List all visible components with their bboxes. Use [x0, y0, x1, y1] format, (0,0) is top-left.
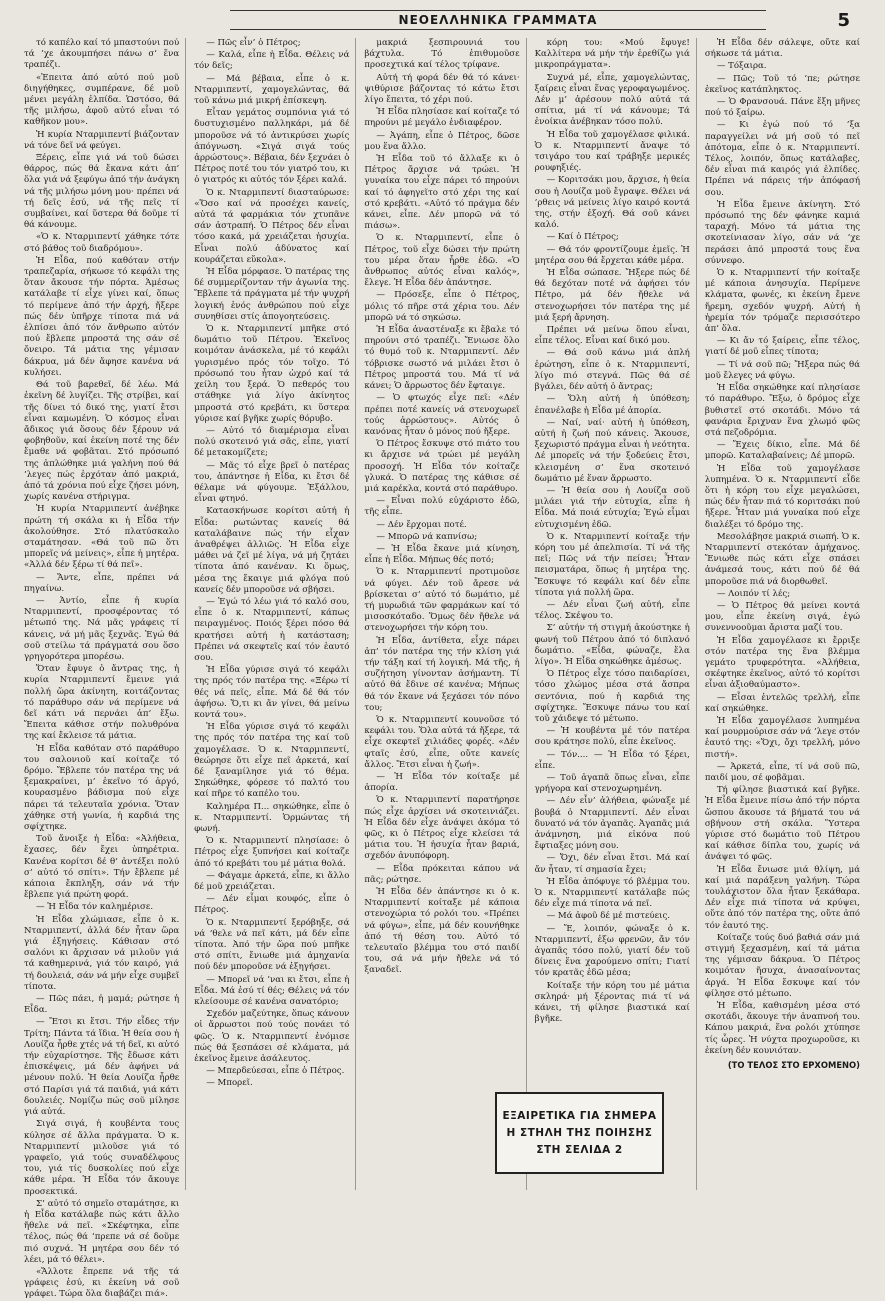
article-paragraph: — Κι ἐγώ πού τό ’ξα παραγγείλει νά μή σοῦ τό πεῖ ἀπότομα, εἶπε ὁ κ. Νταρμιπεντί. Τέλος, λοιπόν, ὅπως κατάλαβες, δέν εἶναι πιά καιρός γιά ἐλπίδες. Πρέπει νά πάρεις τήν ἀπόφασή σου. [704, 120, 861, 198]
article-paragraph: — Ὁ Φρανσουά. Πάνε ἕξη μῆνες πού τό ξαίρω. [704, 97, 861, 119]
article-paragraph: — Κοριτσάκι μου, ἄρχισε, ἡ θεία σου ἡ Λουίζα μοῦ ἔγραψε. Θέλει νά ’ρθεις νά μείνεις λίγο καιρό κοντά της, στήν ἐξοχή. Θά σοῦ κάνει καλό. [534, 175, 690, 231]
article-paragraph: — Τόν.... — Ἡ Εἶδα τό ξέρει, εἶπε. [534, 749, 690, 771]
article-paragraph: Ξέρεις, εἶπε γιά νά τοῦ δώσει θάρρος, πώς θά ἔκανα κάτι ἀπ’ ὅλα γιά νά ξεφύγω ἀπό τήν ἀνάγκη νά τῆς μιλήσω μόνη μου· πρέπει νά τή δεῖς ἐσύ, νά τῆς πεῖς τί συμβαίνει, καί ὕστερα θά δοῦμε τί θά κάνουμε. [24, 153, 180, 231]
page-header [70, 6, 850, 34]
article-paragraph: — Μά ἀφοῦ δέ μέ πιστεύεις. [546, 911, 671, 922]
article-paragraph: Ἡ Εἶδα, πού καθόταν στήν τραπεζαρία, σήκωσε τό κεφάλι της ὅταν ἄκουσε τήν πόρτα. Ἀμέσως κατάλαβε τί εἶχε γίνει καί, ὅπως τό περίμενε ἀπό τήν ἀρχή, ἤξερε πώς δέν ὑπῆρχε τίποτα πιά νά ἐλπίσει ἀπό τόν ἄνθρωπο αὐτόν πού ἔβλεπε μπροστά της σάν σέ ὄνειρο. Τά μάτια της γέμισαν δάκρυα, μά δέν ἄφησε κανένα νά κυλήσει. [24, 255, 180, 378]
article-paragraph: Ἡ Εἶδα χλώμιασε, εἶπε ὁ κ. Νταρμιπεντί, ἀλλά δέν ἦταν ὥρα γιά ἐξηγήσεις. Κάθισαν στό σαλόνι κι ἄρχισαν νά μιλοῦν γιά τά καθημερινά, γιά τόν καιρό, γιά τή δουλειά, σάν νά μήν εἶχε συμβεῖ τίποτα. [24, 914, 180, 992]
article-paragraph: Ὁ κ. Νταρμιπεντί διασταύρωσε: «Ὅσο καί νά προσέχει κανείς, αὐτά τά φαρμάκια τόν χτυπᾶνε σάν ἀστραπή. Ὁ Πέτρος δέν εἶναι τόσο κακά, μά χρειάζεται ἡσυχία. Εἶναι πολύ ἀδύνατος καί κουράζεται εὔκολα». [194, 187, 350, 265]
newspaper-title: ΝΕΟΕΛΛΗΝΙΚΑ ΓΡΑΜΜΑΤΑ [230, 10, 766, 30]
article-paragraph: — Ναί, ναί· αὐτή ἡ ὑπόθεση, αὐτή ἡ ζωή πού κάνεις. Ἄκουσε, ξεχωριστό πράγμα εἶναι ἡ νεότητα. Δέ μπορεῖς νά τήν ξοδεύεις ἔτσι, κλεισμένη σ’ ἕνα σκοτεινό δωμάτιο μέ ἕναν ἄρρωστο. [534, 417, 690, 484]
article-paragraph: — Δέν εἶμαι κουφός, εἶπε ὁ Πέτρος. [194, 894, 350, 916]
article-paragraph: Τή φίλησε βιαστικά καί βγῆκε. Ἡ Εἶδα ἔμεινε πίσω ἀπό τήν πόρτα ὥσπου ἄκουσε τά βήματά του νά σβήνουν στή σκάλα. Ὕστερα γύρισε στό δωμάτιο τοῦ Πέτρου καί κάθισε δίπλα του, χωρίς νά ἀνάψει τό φῶς. [704, 785, 861, 863]
article-paragraph: — Πῶς εἶν’ ὁ Πέτρος; [206, 38, 301, 48]
article-paragraph: — Ὅλη αὐτή ἡ ὑπόθεση; ἐπανέλαβε ἡ Εἶδα μέ ἀπορία. [534, 394, 690, 416]
article-paragraph: Ἡ Εἶδα μόρφασε. Ὁ πατέρας της δέ συμμερίζονταν τήν ἀγωνία της. Ἔβλεπε τά πράγματα μέ τήν ψυχρή λογική ἑνός ἀνθρώπου πού εἶχε συνηθίσει στίς ἀπογοητεύσεις. [194, 267, 350, 322]
article-paragraph: — Ἔχεις δίκιο, εἶπε. Μά δέ μπορῶ. Καταλαβαίνεις; Δέ μπορῶ. [704, 440, 861, 462]
article-paragraph: «Ἐπειτα ἀπό αὐτό πού μοῦ διηγήθηκες, συμπέρανε, δέ μοῦ μένει μεγάλη ἐλπίδα. Ὡστόσο, θά τῆς μιλήσω, ἀφοῦ αὐτό εἶναι τό καθῆκον μου». [24, 72, 180, 128]
article-paragraph: — Μπορῶ νά καπνίσω; [376, 531, 478, 542]
article-paragraph: — Μπορεῖ νά ’ναι κι ἔτσι, εἶπε ἡ Εἶδα. Μά ἐσύ τί θές; Θέλεις νά τόν κλείσουμε σέ κανένα σανατόριο; [194, 974, 350, 1008]
article-paragraph: — Μπορεῖ. [206, 1078, 253, 1089]
article-paragraph: Ἡ Εἶδα τοῦ χαμογέλασε λυπημένα. Ὁ κ. Νταρμιπεντί εἶδε ὅτι ἡ κόρη του εἶχε μεγαλώσει, πώς δέν ἦταν πιά τό κοριτσάκι πού ἤξερε. Ἦταν μιά γυναίκα πού εἶχε διαλέξει τό δρόμο της. [704, 463, 861, 530]
article-paragraph: — Ἄντε, εἶπε, πρέπει νά πηγαίνω. [24, 572, 180, 594]
article-paragraph: — Εἶσαι ἐντελῶς τρελλή, εἶπε καί σηκώθηκε. [704, 692, 861, 714]
article-paragraph: Ἡ Εἶδα δέν ἀπάντησε κι ὁ κ. Νταρμιπεντί κοίταξε μέ κάποια στενοχώρια τό ρολόι του. «Πρέπει νά φύγω», εἶπε, μά δέν κουνήθηκε ἀπό τή θέση του. Αὐτό τό τελευταῖο βλέμμα του στό παιδί του, σά νά μήν ἤθελε νά τό ξαναδεῖ. [364, 887, 520, 976]
article-paragraph: Ὁ κ. Νταρμιπεντί προτιμοῦσε νά φύγει. Δέν τοῦ ἄρεσε νά βρίσκεται σ’ αὐτό τό δωμάτιο, μέ τή μυρωδιά τῶν φαρμάκων καί τό μισοσκόταδο. Ὅμως δέν ἤθελε νά στενοχωρήσει τήν κόρη του. [364, 567, 520, 634]
article-paragraph: — Ὁ Πέτρος θά μείνει κοντά μου, εἶπε ἐκείνη σιγά, ἐγώ συνεννοοῦμαι ἄριστα μαζί του. [704, 600, 861, 634]
column-3 [364, 38, 526, 1190]
article-paragraph: Ἡ Εἶδα γύρισε σιγά τό κεφάλι της πρός τόν πατέρα της. «Ξέρω τί θές νά πεῖς, εἶπε. Μά δέ θά τόν ἀφήσω. Ὅ,τι κι ἄν γίνει, θά μείνω κοντά του». [194, 665, 350, 720]
article-paragraph: Καλημέρα Π... σηκώθηκε, εἶπε ὁ κ. Νταρμιπεντί. Ὁρμώντας τή φωνή. [194, 801, 350, 835]
article-paragraph: — Ἡ κουβέντα μέ τόν πατέρα σου κράτησε πολύ, εἶπε ἐκεῖνος. [534, 726, 690, 748]
article-paragraph: — Θά σοῦ κάνω μιά ἁπλή ἐρώτηση, εἶπε ὁ κ. Νταρμιπεντί, λίγο πιό στεγνά. Πῶς θά σέ βγάλει, δέν αὐτή ὁ ἄντρας; [534, 348, 690, 393]
article-paragraph: Ὁ κ. Νταρμιπεντί παρατήρησε πώς εἶχε ἀρχίσει νά σκοτεινιάζει. Ἡ Εἶδα δέν εἶχε ἀνάψει ἀκόμα τό φῶς, κι ὁ Πέτρος εἶχε κλείσει τά μάτια του. Ἡ ἡσυχία ἦταν βαριά, σχεδόν ἀνυπόφορη. [364, 795, 520, 862]
article-paragraph: Τοῦ ἄνοιξε ἡ Εἶδα: «Ἀλήθεια, ἔχασες, δέν ἔχει ὑπηρέτρια. Κανένα κορίτσι δέ θ’ ἀντέξει πολύ σ’ αὐτό τό σπίτι». Τήν ἔβλεπε μέ κάποια ἔκπληξη, σάν νά τήν ἔβλεπε γιά πρώτη φορά. [24, 834, 180, 901]
article-paragraph: Εἶταν γεμάτος συμπόνια γιά τό δυστυχισμένο παλληκάρι, μά δέ μποροῦσε νά τό ἀντικρύσει χωρίς ἀπόγνωση. «Σιγά σιγά τούς ἀρρώστους». Βέβαια, δέν ξεχνάει ὁ Πέτρος ποτέ του τόν γιατρό του, κι ὁ γιατρός κι αὐτός τόν ξέρει καλά. [194, 108, 350, 186]
article-paragraph: — Πῶς πάει, ἡ μαμά; ρώτησε ἡ Εἶδα. [24, 994, 180, 1016]
article-paragraph: «Ὁ κ. Νταρμιπεντί χάθηκε τότε στό βάθος τοῦ διαδρόμου». [24, 232, 180, 254]
article-paragraph: Ἡ Εἶδα χαμογέλασε λυπημένα καί μουρμούρισε σάν νά ’λεγε στόν ἑαυτό της: «Ὅχι, ὄχι τρελλή, μόνο πιστή». [704, 715, 861, 760]
article-paragraph: Ὁ κ. Νταρμιπεντί τήν κοίταξε μέ κάποια ἀνησυχία. Περίμενε κλάματα, φωνές, κι ἐκείνη ἔμενε ἤρεμη, σχεδόν ψυχρή. Αὐτή ἡ ἠρεμία τόν τρόμαζε περισσότερο ἀπ’ ὅλα. [704, 268, 861, 335]
article-paragraph: — Τοῦ ἀγαπᾶ ὅπως εἶναι, εἶπε γρήγορα καί στενοχωρημένη. [534, 773, 690, 795]
article-paragraph: μακριά ξεσπιρουνιά του βάχτυλα. Τό ἐπιθυμοῦσε προσεχτικά καί τέλος τρίφανε. [364, 38, 520, 71]
article-paragraph: Θά τοῦ βαρεθεῖ, δέ λέω. Μά ἐκεῖνη δέ λυγίζει. Τῆς στρίβει, καί τῆς δίνει τό δικό της, γιατί ἔτσι εἶναι καμωμένη. Ὁ κόσμος εἶναι ἄδικος γιά ὅσους δέν ξέρουν νά φοβηθοῦν, καί ἐκείνη ποτέ της δέν ἔμαθε νά φοβᾶται. Στό πρόσωπό της ἀπλώθηκε μιά γαλήνη πού θά ’λεγες πώς ἐρχόταν ἀπό μακριά, ἀπό τά χρόνια πού εἶχε ζήσει μόνη, χωρίς κανένα στήριγμα. [24, 380, 180, 503]
article-paragraph: — Πρόσεξε, εἶπε ὁ Πέτρος, μόλις τό πῆρε στά χέρια του. Δέν μπορῶ νά τό σηκώσω. [364, 290, 520, 323]
article-paragraph: — Μά βέβαια, εἶπε ὁ κ. Νταρμιπεντί, χαμογελώντας, θά τοῦ κάνω μιά μικρή ἐπίσκεψη. [194, 73, 350, 107]
article-paragraph: — Ἔτσι κι ἔτσι. Τήν εἶδες τήν Τρίτη; Πάντα τά ἴδια. Ἡ θεία σου ἡ Λουίζα ἦρθε χτές νά τή δεῖ, κι αὐτό τήν εὐχαρίστησε. Τῆς ἔδωσε κάτι ἐπισκέψεις, μά δέν ἀφήνει νά μένουν πολύ. Ἡ θεία Λουίζα ἦρθε στό Παρίσι γιά τά παιδιά, γιά κάτι δουλειές. Νομίζω πώς σοῦ μίλησε γιά αὐτά. [24, 1017, 180, 1118]
article-paragraph: Ὁ κ. Νταρμιπεντί κοίταξε τήν κόρη του μέ ἀπελπισία. Τί νά τῆς πεῖ; Πῶς νά τήν πείσει; Ἦταν πεισματάρα, ὅπως ἡ μητέρα της. Ἔσκυψε τό κεφάλι καί δέν εἶπε τίποτα γιά πολλή ὥρα. [534, 531, 690, 598]
article-paragraph: Ἡ Εἶδα, ἀντίθετα, εἶχε πάρει ἀπ’ τόν πατέρα της τήν κλίση γιά τήν τάξη καί τή λογική. Μά τῆς, ἡ συζήτηση γίνονταν ἀσήμαντη. Τί αὐτό θά ἔδινε σέ κανένα; Μήπως θά τόν ἔκανε νά ξεχάσει τόν πόνο του; [364, 635, 520, 713]
continued-notice: (ΤΟ ΤΕΛΟΣ ΣΤΟ ΕΡΧΟΜΕΝΟ) [727, 1060, 861, 1071]
article-paragraph: Σιγά σιγά, ἡ κουβέντα τους κύλησε σέ ἄλλα πράγματα. Ὁ κ. Νταρμιπεντί μιλοῦσε γιά τό γραφεῖο, γιά τούς συναδέλφους του, γιά τίς δυσκολίες πού εἶχε κάθε μέρα. Ἡ Εἶδα τόν ἄκουγε προσεκτικά. [24, 1119, 180, 1197]
article-paragraph: — Ἀρκετά, εἶπε, τί νά σοῦ πῶ, παιδί μου, σέ φοβᾶμαι. [704, 761, 861, 783]
column-1 [24, 38, 186, 1300]
article-paragraph: Ὁ κ. Νταρμιπεντί κουνοῦσε τό κεφάλι του. Ὅλα αὐτά τά ἤξερε, τά εἶχε σκεφτεῖ χιλιάδες φορές. «Δέν φταῖς ἐσύ, εἶπε, οὔτε κανείς ἄλλος. Ἔτσι εἶναι ἡ ζωή». [364, 714, 520, 770]
article-paragraph: — Φάγαμε ἀρκετά, εἶπε, κι ἄλλο δέ μοῦ χρειάζεται. [194, 870, 350, 893]
article-paragraph: — Εἶναι πολύ εὐχάριστο ἐδῶ, τῆς εἶπε. [364, 496, 520, 518]
article-paragraph: — Ἔ, λοιπόν, φώναξε ὁ κ. Νταρμιπεντί, ἐξω φρενῶν, ἄν τόν ἀγαπᾶς τόσο πολύ, γιατί δέν τοῦ δίνεις ἕνα χαρούμενο σπίτι; Γιατί τόν κρατᾶς ἐδῶ μέσα; [534, 923, 690, 979]
article-paragraph: Ἡ Εἶδα πλησίασε καί κοίταζε τό πηρούνι μέ μεγάλο ἐνδιαφέρον. [364, 107, 520, 129]
article-paragraph: — Ἡ Εἶδα ἔκανε μιά κίνηση, εἶπε ἡ Εἶδα. Μήπως θές ποτό; [364, 543, 520, 566]
article-paragraph: Συχνά μέ, εἶπε, χαμογελώντας, ξαίρεις εἶναι ἕνας γεροφαγωμένος. Δέν μ’ ἀρέσουν πολύ αὐτά τά σπίτια, μά τί νά κάνουμε; Τά ἐνοίκια ἀνέβηκαν τόσο πολύ. [534, 72, 690, 128]
article-paragraph: Κοίταζε τούς δυό βαθιά σάν μιά στιγμή ξεχασμένη, καί τά μάτια της γέμισαν δάκρυα. Ὁ Πέτρος κοιμόταν ἥσυχα, ἀνασαίνοντας ἀργά. Ἡ Εἶδα ἔσκυψε καί τόν φίλησε στό μέτωπο. [704, 932, 861, 999]
article-paragraph: Ὁ κ. Νταρμιπεντί μπῆκε στό δωμάτιο τοῦ Πέτρου. Ἐκεῖνος κοιμόταν ἀνάσκελα, μέ τό κεφάλι γυρισμένο πρός τόν τοῖχο. Τό πρόσωπό του ἦταν ὠχρό καί τά χείλη του ξερά. Ὁ πεθερός του στάθηκε γιά λίγο ἀκίνητος μπροστά στό κρεβάτι, κι ὕστερα γύρισε καί βγῆκε χωρίς θόρυβο. [194, 324, 350, 424]
article-paragraph: Σ’ αὐτό τό σημεῖο σταμάτησε, κι ἡ Εἶδα κατάλαβε πώς κάτι ἄλλο ἤθελε νά πεῖ. «Σκέφτηκα, εἶπε τέλος, πώς θά ’πρεπε νά σέ δοῦμε πιό συχνά. Ἡ μητέρα σου δέν τό λέει, μά τό θέλει». [24, 1198, 180, 1265]
article-paragraph: — Αὐτό τό διαμέρισμα εἶναι πολύ σκοτεινό γιά σᾶς, εἶπε, γιατί δέ μετακομίζετε; [194, 425, 350, 459]
article-paragraph: — Δέν εἶν’ ἀλήθεια, φώναξε μέ βουβά ὁ Νταρμιπεντί. Δέν εἶναι δυνατό νά τόν ἀγαπᾶς. Ἀγαπᾶς μιά ἀνάμνηση, μιά εἰκόνα πού ἔφτιαξες μόνη σου. [534, 796, 690, 852]
article-paragraph: — Ἡ Εἶδα τόν καλημέρισε. [36, 902, 154, 913]
article-paragraph: — Καλά, εἶπε ἡ Εἶδα. Θέλεις νά τόν δεῖς; [194, 50, 350, 72]
article-paragraph: Ὁ Πέτρος εἶχε τόσο παιδαρίσει, τόσο χλώμος μέσα στά ἄσπρα σεντόνια, πού ἡ καρδιά της σφίχτηκε. Ἔσκυψε πάνω του καί τοῦ χάιδεψε τό μέτωπο. [534, 669, 690, 724]
article-paragraph: Ἡ Εἶδα γύρισε σιγά τό κεφάλι της πρός τόν πατέρα της καί τοῦ χαμογέλασε. Ὁ κ. Νταρμιπεντί, θεώρησε ὅτι εἶχε πεῖ ἀρκετά, καί δέ ξαναμίλησε γιά τό θέμα. Σηκώθηκε, φόρεσε τό παλτό του καί πῆρε τό καπέλο του. [194, 722, 350, 800]
article-paragraph: Ἡ Εἶδα, καθισμένη μέσα στό σκοτάδι, ἄκουγε τήν ἀναπνοή του. Κάπου μακριά, ἕνα ρολόι χτύπησε τίς ὧρες. Ἡ νύχτα προχωροῦσε, κι ἐκείνη δέν κουνιόταν. [704, 1001, 861, 1056]
article-paragraph: Ἡ Εἶδα ἀναστέναξε κι ἔβαλε τό πηρούνι στό τραπέζι. Ἔνιωσε ὅλο τό θυμό τοῦ κ. Νταρμιπεντί. Δέν τόβρισκε σωστό νά μιλάει ἔτσι ὁ Πέτρος μπροστά του. Μά τί νά κάνει; Ὁ ἄρρωστος δέν ἔφταιγε. [364, 325, 520, 392]
article-paragraph: Ἡ Εἶδα ἔμεινε ἀκίνητη. Στό πρόσωπό της δέν φάνηκε καμιά ταραχή. Μόνο τά μάτια της σκοτείνιασαν λίγο, σάν νά ’χε περάσει ἀπό μπροστά τους ἕνα σύννεφο. [704, 199, 861, 266]
article-paragraph: Ἡ κυρία Νταρμιπεντί ἀνέβηκε πρώτη τή σκάλα κι ἡ Εἶδα τήν ἀκολούθησε. Στό πλατύσκαλο σταμάτησαν. «Θά τοῦ πῶ ὅτι μπορεῖς νά μείνεις», εἶπε ἡ μητέρα. «Ἀλλά δέν ξέρω τί θά πεῖ». [24, 504, 180, 571]
article-paragraph: Ἡ Εἶδα ἀπόφυγε τό βλέμμα του. Ὁ κ. Νταρμιπεντί κατάλαβε πώς δέν εἶχε πιά τίποτα νά πεῖ. [534, 876, 690, 910]
article-paragraph: Κατασκήνωσε κορίτσι αὐτή ἡ Εἶδα: ρωτώντας κανείς θά καταλάβαινε πώς τήν εἶχαν ἀναθρέψει ἀλλιῶς. Ἡ Εἶδα εἶχε μάθει νά ζεῖ μέ λίγα, νά μή ζητάει τίποτα ἀπό κανέναν. Κι ὅμως, μέσα της ἔκαιγε μιά φλόγα πού κανείς δέν μποροῦσε νά σβήσει. [194, 506, 350, 595]
article-paragraph: — Κι ἄν τό ξαίρεις, εἶπε τέλος, γιατί δέ μοῦ εἶπες τίποτα; [704, 336, 861, 358]
article-paragraph: Ἡ Εἶδα τοῦ τό ἄλλαξε κι ὁ Πέτρος ἄρχισε νά τρώει. Ἡ γυναίκα του εἶχε πάρει τό πηρούνι καί τό ἀφηγεῖτο στό χέρι της καί στό κρεβάτι. «Αὐτό τό πράγμα δέν κάνει, εἶπε. Δέν μπορῶ νά τό πιάσω». [364, 154, 520, 232]
article-paragraph: Ὁ κ. Νταρμιπεντί, εἶπε ὁ Πέτρος, τοῦ εἶχε δώσει τήν πρώτη του μέρα ὅταν ἦρθε ἐδῶ. «Ὁ ἄνθρωπος αὐτός εἶναι καλός», ἔλεγε. Ἡ Εἶδα δέν ἀπάντησε. [364, 233, 520, 289]
article-paragraph: — Πῶς; Τοῦ τό ’πε; ρώτησε ἐκεῖνος κατάπληκτος. [704, 73, 861, 95]
article-paragraph: κόρη του: «Μού ἔφυγε! Καλλίτερα νά μήν τήν ἐρεθίζω γιά μικροπράγματα». [534, 38, 690, 71]
article-paragraph: — Ἡ θεία σου ἡ Λουίζα σοῦ μιλάει γιά τήν εὐτυχία, εἶπε ἡ Εἶδα. Μά ποιά εὐτυχία; Ἐγώ εἶμαι εὐτυχισμένη ἐδῶ. [534, 485, 690, 530]
notice-line: ΕΞΑΙΡΕΤΙΚΑ ΓΙΑ ΣΗΜΕΡΑ [502, 1109, 657, 1122]
article-paragraph: — Καί ὁ Πέτρος; [546, 232, 619, 243]
article-paragraph: — Λοιπόν τί λές; [716, 588, 791, 599]
article-paragraph: — Θά τόν φροντίζουμε ἐμεῖς. Ἡ μητέρα σου θά ἔρχεται κάθε μέρα. [534, 244, 690, 266]
article-paragraph: Μεσολάβησε μακριά σιωπή. Ὁ κ. Νταρμιπεντί στεκόταν ἀμήχανος. Ἔνιωθε πώς κάτι εἶχε σπάσει ἀνάμεσά τους, κάτι πού δέ θά μποροῦσε πιά νά διορθωθεῖ. [704, 531, 861, 587]
article-paragraph: — Δέν ἔρχομαι ποτέ. [376, 519, 467, 530]
column-4 [535, 38, 697, 1190]
notice-box [495, 1092, 664, 1174]
article-paragraph: Ἡ Εἶδα τοῦ χαμογέλασε φιλικά. Ὁ κ. Νταρμιπεντί ἄναψε τό τσιγάρο του καί τράβηξε μερικές ρουφηξιές. [534, 129, 690, 174]
article-paragraph: — Μᾶς τό εἶχε βρεῖ ὁ πατέρας του, ἀπάντησε ἡ Εἶδα, κι ἔτσι δέ θέλαμε νά φύγουμε. Ἐξάλλου, εἶναι φτηνό. [194, 460, 350, 505]
article-paragraph: Ὁ κ. Νταρμιπεντί πλησίασε: ὁ Πέτρος εἶχε ξυπνήσει καί κοίταζε ἀπό τό κρεβάτι του μέ μάτια θολά. [194, 836, 350, 869]
article-columns [24, 38, 866, 1300]
article-paragraph: Πρέπει νά μείνω ὅπου εἶναι, εἶπε τέλος. Εἶναι καί δικό μου. [534, 325, 690, 347]
article-paragraph: — Τί νά σοῦ πῶ; Ἤξερα πώς θά μοῦ ἔλεγες νά φύγω. [704, 359, 861, 381]
article-paragraph: Κοίταξε τήν κόρη του μέ μάτια σκληρά· μή ξέροντας πιά τί νά κάνει, τή φίλησε βιαστικά καί βγῆκε. [534, 980, 690, 1025]
column-2 [194, 38, 356, 1190]
article-paragraph: — Ὁ φτωχός εἶχε πεῖ: «Δέν πρέπει ποτέ κανείς νά στενοχωρεῖ τούς ἀρρώστους». Αὐτός ὁ κανόνας ἦταν ὁ μόνος πού ἤξερε. [364, 393, 520, 437]
article-paragraph: Ἡ Εἶδα δέν σάλεψε, οὔτε καί σήκωσε τά μάτια. [704, 38, 861, 60]
notice-line: Η ΣΤΗΛΗ ΤΗΣ ΠΟΙΗΣΗΣ [506, 1126, 653, 1139]
article-paragraph: — Ὄχι, δέν εἶναι ἔτσι. Μά καί ἄν ἦταν, τί σημασία ἔχει; [534, 853, 690, 875]
article-paragraph: Ἡ Εἶδα σώπασε. Ἤξερε πώς δέ θά δεχόταν ποτέ νά ἀφήσει τόν Πέτρο, μά δέν ἤθελε νά στενοχωρήσει τόν πατέρα της μέ μιά ξερή ἄρνηση. [534, 268, 690, 323]
article-paragraph: Αὐτή τή φορά δέν θά τό κάνει· ψιθύρισε βάζοντας τό κάτω ἔτσι λίγο ἔπειτα, τό χέρι πού. [364, 72, 520, 106]
article-paragraph: «Ἄλλοτε ἔπρεπε νά τῆς τά γράφεις ἐσύ, κι ἐκείνη νά σοῦ γράφει. Τώρα ὅλα διαβάζει πιά». [24, 1266, 180, 1300]
article-paragraph: Ὅταν ἔφυγε ὁ ἄντρας της, ἡ κυρία Νταρμιπεντί ἔμεινε γιά πολλή ὥρα ἀκίνητη, κοιτάζοντας τό παράθυρο σάν νά περίμενε νά δεῖ κάτι νά περνάει ἀπ’ ἔξω. Ἔπειτα κάθισε στήν πολυθρόνα της καί ἔκλεισε τά μάτια. [24, 664, 180, 742]
article-paragraph: — Εἶδα πρόκειται κάπου νά πᾶς; ρώτησε. [364, 863, 520, 885]
article-paragraph: — Δέν εἶναι ζωή αὐτή, εἶπε τέλος. Σκέψου το. [534, 599, 690, 622]
article-paragraph: — Τόξαιρα. [716, 61, 767, 72]
article-paragraph: τό καπέλο καί τό μπαστούνι πού τά ’χε ἀκουμπήσει πάνω σ’ ἕνα τραπέζι. [24, 38, 180, 71]
page-number: 5 [837, 9, 850, 31]
notice-line: ΣΤΗ ΣΕΛΙΔΑ 2 [536, 1143, 623, 1156]
article-paragraph: Ἡ κυρία Νταρμιπεντί βιάζονταν νά τόνε δεῖ νά φεύγει. [24, 129, 180, 151]
article-paragraph: Ἡ Εἶδα ἔνιωσε μιά θλίψη, μά καί μιά παράξενη γαλήνη. Τώρα τουλάχιστον ὅλα ἦταν ξεκάθαρα. Δέν εἶχε πιά τίποτα νά κρύψει, οὔτε ἀπό τόν πατέρα της, οὔτε ἀπό τόν ἑαυτό της. [704, 864, 861, 931]
article-paragraph: — Ἀγάπη, εἶπε ὁ Πέτρος, δῶσε μου ἕνα ἄλλο. [364, 130, 520, 152]
article-paragraph: — Ἐγώ τό λέω γιά τό καλό σου, εἶπε ὁ κ. Νταρμιπεντί, κάπως πειραγμένος. Ποιός ξέρει πόσο θά κρατήσει αὐτή ἡ κατάσταση; Πρέπει νά σκεφτεῖς καί τόν ἑαυτό σου. [194, 596, 350, 663]
article-paragraph: Ὁ Πέτρος ἔσκυψε στό πιάτο του κι ἄρχισε νά τρώει μέ μεγάλη προσοχή. Ἡ Εἶδα τόν κοίταζε γλυκά. Ὁ πατέρας της κάθισε σέ μιά καρέκλα, κοντά στό παράθυρο. [364, 439, 520, 494]
article-paragraph: — Ἀντίο, εἶπε ἡ κυρία Νταρμιπεντί, προσφέροντας τό μέτωπό της. Νά μᾶς γράφεις τί κάνεις, νά μή μᾶς ξεχνᾶς. Ἐγώ θά σοῦ στείλω τά πράγματά σου ὅσο γρηγορότερα μπορέσω. [24, 595, 180, 662]
article-paragraph: Ἡ Εἶδα καθόταν στό παράθυρο του σαλονιοῦ καί κοίταζε τό δρόμο. Ἔβλεπε τόν πατέρα της νά ξεμακραίνει, μ’ ἐκεῖνο τό ἀργό, κουρασμένο βάδισμα πού εἶχε πάρει τά τελευταῖα χρόνια. Ὅταν χάθηκε στή γωνία, ἡ καρδιά της σφίχτηκε. [24, 743, 180, 833]
article-paragraph: Σχεδόν μαζεύτηκε, ὅπως κάνουν οἱ ἄρρωστοι πού τούς πονάει τό φῶς. Ὁ κ. Νταρμιπεντί ἐνόμισε πώς θά ξεσπάσει σέ κλάματα, μά ἐκεῖνος ἔμεινε ἀσάλευτος. [194, 1009, 350, 1065]
article-paragraph: Ὁ κ. Νταρμιπεντί ξερόβηξε, σά νά ’θελε νά πεῖ κάτι, μά δέν εἶπε τίποτα. Ἀπό τήν ὥρα πού μπῆκε στό σπίτι, ἔνιωθε μιά ἀμηχανία πού δέν μποροῦσε νά ἐξηγήσει. [194, 917, 350, 973]
article-paragraph: — Ἡ Εἶδα τόν κοίταξε μέ ἀπορία. [364, 772, 520, 794]
article-paragraph: Σ’ αὐτήν τή στιγμή ἀκούστηκε ἡ φωνή τοῦ Πέτρου ἀπό τό διπλανό δωμάτιο. «Εἶδα, φώναζε, ἔλα λίγο». Ἡ Εἶδα σηκώθηκε ἀμέσως. [534, 623, 690, 667]
article-paragraph: Ἡ Εἶδα χαμογέλασε κι ἔρριξε στόν πατέρα της ἕνα βλέμμα γεμάτο τρυφερότητα. «Ἀλήθεια, σκέφτηκε ἐκεῖνος, αὐτό τό κορίτσι εἶναι ἀξιοθαύμαστο». [704, 635, 861, 691]
article-paragraph: Ἡ Εἶδα σηκώθηκε καί πλησίασε τό παράθυρο. Ἔξω, ὁ δρόμος εἶχε βυθιστεῖ στό σκοτάδι. Μόνο τά φανάρια ἔριχναν ἕνα χλωμό φῶς στά πεζοδρόμια. [704, 383, 861, 438]
column-5 [705, 38, 866, 1190]
article-paragraph: — Μπερδεύεσαι, εἶπε ὁ Πέτρος. [206, 1066, 345, 1077]
